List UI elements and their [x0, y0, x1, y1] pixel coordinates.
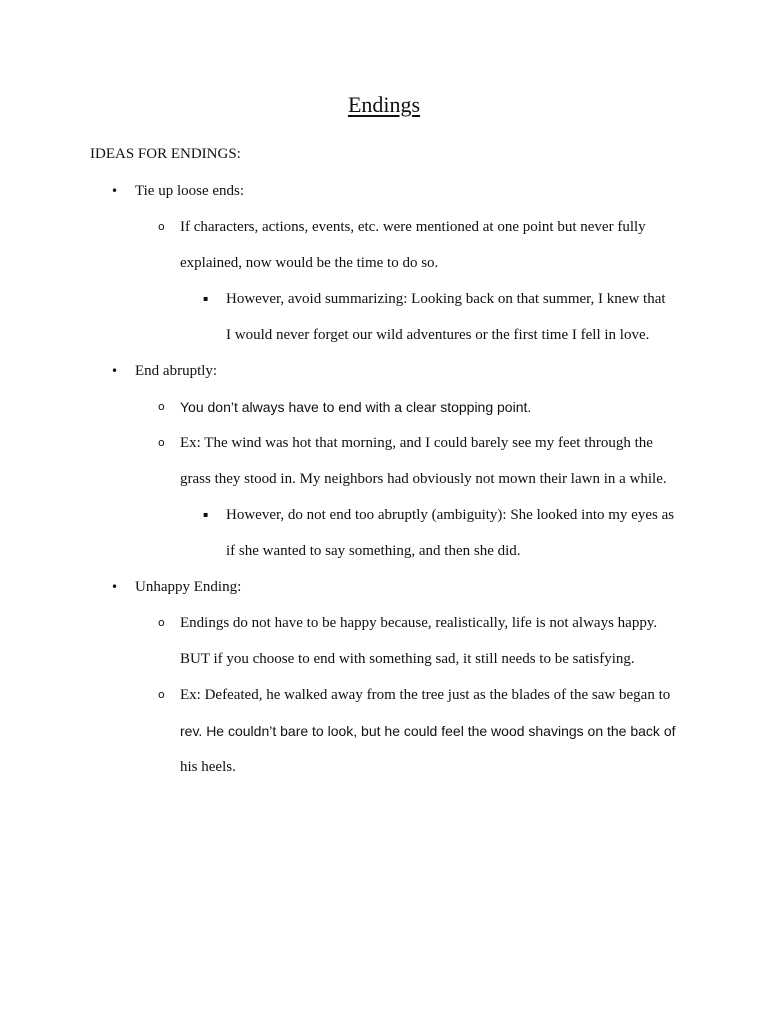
list-item	[0, 209, 768, 281]
list-item	[0, 497, 768, 569]
sub-bullet-continuation	[0, 713, 768, 749]
bullet-marker: •	[111, 580, 119, 594]
sub-bullet-text: Ex: The wind was hot that morning, and I could barely see my feet through the	[180, 435, 653, 451]
sub-sub-bullet-continuation	[0, 533, 768, 569]
section-heading: IDEAS FOR ENDINGS:	[90, 146, 241, 162]
sub-sub-bullet-line	[0, 497, 768, 533]
list-item	[0, 281, 768, 353]
sub-bullet-line	[0, 605, 768, 641]
sub-bullet-text: Ex: Defeated, he walked away from the tree just as the blades of the saw began to	[180, 687, 671, 703]
bullet-label: End abruptly:	[135, 363, 218, 379]
square-marker: ▪	[203, 510, 209, 519]
circle-marker: o	[158, 220, 165, 233]
bullet-line	[0, 353, 768, 389]
sub-bullet-text: If characters, actions, events, etc. were mentioned at one point but never fully	[180, 219, 646, 235]
sub-bullet-text: grass they stood in. My neighbors had obviously not mown their lawn in a while.	[180, 471, 667, 487]
list-item	[0, 605, 768, 677]
circle-marker: o	[158, 688, 165, 701]
sub-bullet-text: Endings do not have to be happy because, realistically, life is not always happy.	[180, 615, 658, 631]
list-item	[0, 173, 768, 209]
list-item	[0, 389, 768, 425]
sub-bullet-continuation	[0, 641, 768, 677]
sub-sub-bullet-text: if she wanted to say something, and then she did.	[226, 543, 521, 559]
sub-bullet-line	[0, 209, 768, 245]
circle-marker: o	[158, 400, 165, 413]
sub-sub-bullet-text: However, avoid summarizing: Looking back on that summer, I knew that	[226, 291, 666, 307]
sub-bullet-text: rev. He couldn’t bare to look, but he could feel the wood shavings on the back of	[180, 723, 676, 739]
list-item	[0, 677, 768, 785]
sub-bullet-text: BUT if you choose to end with something sad, it still needs to be satisfying.	[180, 651, 635, 667]
bullet-label: Tie up loose ends:	[135, 183, 245, 199]
sub-bullet-continuation	[0, 245, 768, 281]
bullet-label: Unhappy Ending:	[135, 579, 242, 595]
sub-bullet-continuation	[0, 461, 768, 497]
sub-sub-bullet-line	[0, 281, 768, 317]
sub-sub-bullet-continuation	[0, 317, 768, 353]
bullet-line	[0, 569, 768, 605]
sub-bullet-text: his heels.	[180, 759, 236, 775]
square-marker: ▪	[203, 294, 209, 303]
bullet-marker: •	[111, 184, 119, 198]
sub-bullet-text: explained, now would be the time to do so.	[180, 255, 439, 271]
ideas-list	[0, 173, 768, 785]
sub-bullet-line	[0, 677, 768, 713]
sub-bullet-line	[0, 425, 768, 461]
sub-sub-bullet-text: However, do not end too abruptly (ambiguity): She looked into my eyes as	[226, 507, 675, 523]
sub-bullet-line	[0, 389, 768, 425]
circle-marker: o	[158, 616, 165, 629]
sub-sub-bullet-text: I would never forget our wild adventures or the first time I fell in love.	[226, 327, 650, 343]
list-item	[0, 353, 768, 389]
bullet-line	[0, 173, 768, 209]
list-item	[0, 425, 768, 497]
sub-bullet-text: You don’t always have to end with a clear stopping point.	[180, 399, 532, 415]
list-item	[0, 569, 768, 605]
sub-bullet-continuation	[0, 749, 768, 785]
page-title: Endings	[347, 92, 421, 117]
circle-marker: o	[158, 436, 165, 449]
bullet-marker: •	[111, 364, 119, 378]
